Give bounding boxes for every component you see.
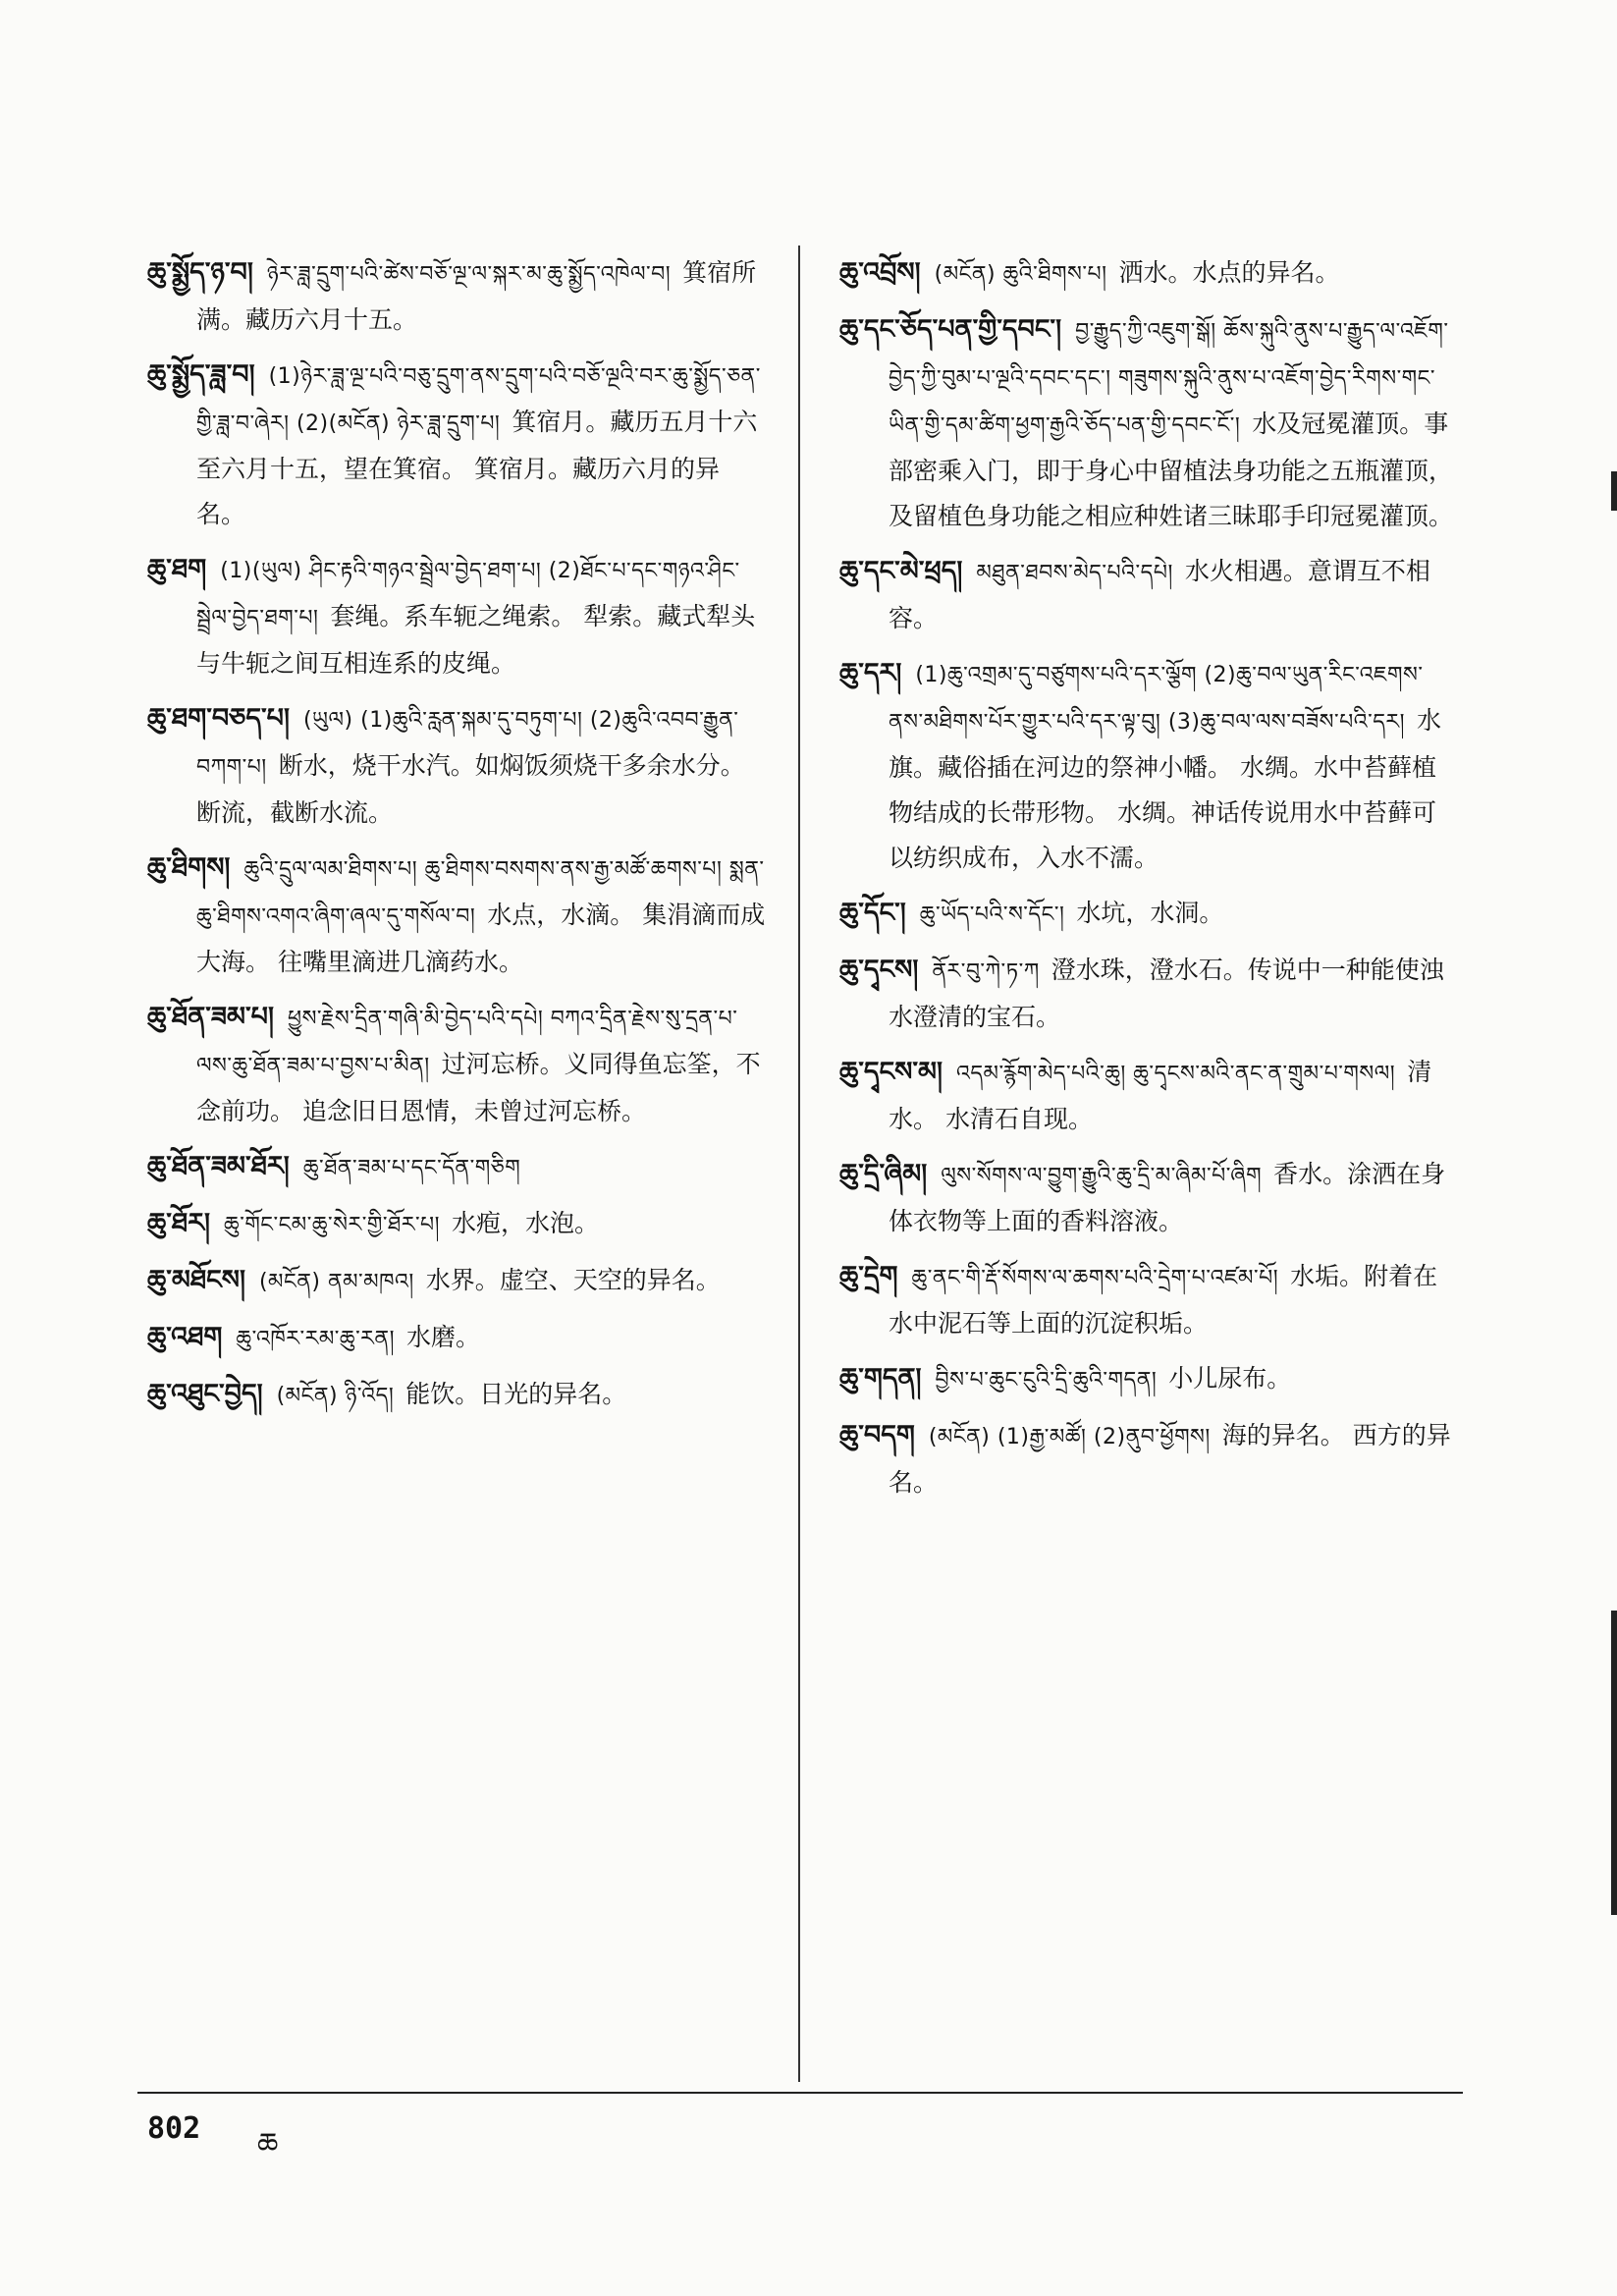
entry-definition: ནོར་བུ་ཀེ་ཏ་ཀ [932,959,1040,984]
entry-definition: ཆུའི་དྲུལ་ལམ་ཐིགས་པ། ཆུ་ཐིགས་བསགས་ནས་རྒྱ་མཚོ་ཆགས་པ། སྨན་ཆུ་ཐིགས་འགའ་ཞིག་ཞལ་དུ་གསོལ་བ། [196,857,765,929]
right-column [839,250,1458,1515]
dictionary-entry [147,846,766,985]
entry-gloss: 清水。 水清石自现。 [889,1058,1432,1133]
entry-gloss: 箕宿所满。藏历六月十五。 [196,258,757,334]
entry-definition: (མངོན) (1)རྒྱ་མཚོ། (2)ནུབ་ཕྱོགས། [928,1425,1211,1449]
entry-headword: ཆུ་དང་མེ་ཕྲད། [839,556,963,586]
scan-edge-mark [1611,471,1617,511]
entry-headword: ཆུ་འཐུང་བྱེད། [147,1379,263,1409]
dictionary-entry [147,696,766,836]
entry-gloss: 断水，烧干水汽。如焖饭须烧干多余水分。 断流，截断水流。 [196,751,745,827]
entry-headword: ཆུ་སྨྱོད་ཉ་བ། [147,257,253,288]
column-divider [798,246,800,2082]
dictionary-entry [839,651,1458,881]
entry-gloss: 套绳。系车轭之绳索。 犁索。藏式犁头与牛轭之间互相连系的皮绳。 [196,602,756,678]
entry-definition: ཆུ་ཡོད་པའི་ས་དོང་། [919,902,1065,927]
entry-headword: ཆུ་དྭངས་མ། [839,1057,943,1087]
entry-headword: ཆུ་སྨྱོད་ཟླ་བ། [147,359,255,390]
entry-gloss: 水疱，水泡。 [452,1209,600,1237]
entry-definition: བྱིས་པ་ཆུང་ངུའི་དྲི་ཆུའི་གདན། [935,1368,1158,1393]
entry-gloss: 水磨。 [405,1323,480,1351]
dictionary-entry [839,549,1458,641]
entry-definition: ཆུ་གོང་ངམ་ཆུ་སེར་གྱི་ཐོར་པ། [224,1213,441,1237]
entry-headword: ཆུ་གདན། [839,1363,922,1394]
dictionary-entry [839,1254,1458,1346]
entry-gloss: 水火相遇。意谓互不相容。 [889,557,1430,632]
entry-definition: མཐུན་ཐབས་མེད་པའི་དཔེ། [976,561,1173,585]
left-column [147,250,766,1429]
footer-rule [137,2092,1463,2094]
entry-headword: ཆུ་དང་ཅོད་པན་གྱི་དབང་། [839,314,1062,345]
entry-headword: ཆུ་ཐོན་ཟམ་པ། [147,1002,274,1032]
entry-gloss: 水点，水滴。 集涓滴而成大海。 往嘴里滴进几滴药水。 [196,901,766,976]
dictionary-entry [147,353,766,537]
entry-gloss: 澄水珠，澄水石。传说中一种能使浊水澄清的宝石。 [889,956,1444,1031]
entry-gloss: 水及冠冕灌顶。事部密乘入门，即于身心中留植法身功能之五瓶灌顶，及留植色身功能之相应种姓诸三昧耶手印冠冕灌顶。 [889,410,1454,530]
dictionary-entry [839,948,1458,1040]
entry-definition: (1)ཆུ་འགྲམ་དུ་བཙུགས་པའི་དར་ལྕོག (2)ཆུ་བལ་ཡུན་རིང་འཇགས་ནས་མཐིགས་པོར་གྱུར་པའི་དར་ལྟ་བུ། (3)ཆུ་བལ་ལས་བཟོས་པའི་དར། [889,663,1424,735]
entry-headword: ཆུ་ཐག་བཅད་པ། [147,703,290,734]
entry-definition: འདམ་རྙོག་མེད་པའི་ཆུ། ཆུ་དྭངས་མའི་ནང་ན་གྲུམ་པ་གསལ། [955,1062,1396,1086]
entry-headword: ཆུ་ཐོར། [147,1208,211,1238]
entry-gloss: 香水。涂洒在身体衣物等上面的香料溶液。 [889,1160,1446,1235]
dictionary-entry [839,1413,1458,1505]
entry-headword: ཆུ་ཐག [147,554,207,584]
entry-headword: ཆུ་དར། [839,658,902,688]
entry-headword: ཆུ་འབྲོས། [839,257,921,288]
entry-definition: (1)ཉེར་ཟླ་ལྔ་པའི་བཅུ་དྲུག་ནས་དྲུག་པའི་བཅོ་ལྔའི་བར་ཆུ་སྨྱོད་ཅན་གྱི་ཟླ་བ་ཞེར། (2)(མངོན) ཉེར་ཟླ་དྲུག་པ། [196,364,761,436]
entry-gloss: 过河忘桥。义同得鱼忘筌，不念前功。 追念旧日恩情，未曾过河忘桥。 [196,1050,761,1125]
entry-headword: ཆུ་དྲི་ཞིམ། [839,1159,928,1189]
entry-gloss: 水坑，水洞。 [1076,899,1224,927]
entry-gloss: 箕宿月。藏历五月十六至六月十五，望在箕宿。 箕宿月。藏历六月的异名。 [196,408,758,528]
dictionary-entry [839,1356,1458,1403]
page-number: 802 [147,2111,201,2146]
dictionary-entry [147,1315,766,1362]
entry-headword: ཆུ་ཐིགས། [147,852,231,883]
entry-definition: (1)(ཡུལ) ཤིང་རྟའི་གཉའ་སྦྲེལ་བྱེད་ཐག་པ། (2)ཐོང་པ་དང་གཉའ་ཤིང་སྦྲེལ་བྱེད་ཐག་པ། [196,559,740,630]
entry-definition: (མངོན) ནམ་མཁའ། [258,1270,414,1294]
entry-definition: ཕྱུས་རྗེས་དྲིན་གཞི་མི་བྱེད་པའི་དཔེ། བཀའ་དྲིན་རྗེས་སུ་དྲན་པ་ལས་ཆུ་ཐོན་ཟམ་པ་བྱས་པ་མིན། [196,1007,738,1078]
section-letter: ཆ [257,2127,279,2161]
entry-headword: ཆུ་བདག [839,1420,915,1450]
entry-headword: ཆུ་དྭངས། [839,955,919,985]
entry-headword: ཆུ་འཐག [147,1322,223,1352]
entry-definition: (མངོན) ཉི་འོད། [276,1384,395,1408]
entry-definition: ཆུ་ནང་གི་རྡོ་སོགས་ལ་ཆགས་པའི་དྲེག་པ་འཛམ་པོ། [911,1266,1279,1290]
entry-headword: ཆུ་དོང་། [839,898,906,928]
dictionary-entry [147,1258,766,1305]
entry-definition: ལུས་སོགས་ལ་བྱུག་རྒྱུའི་ཆུ་དྲི་མ་ཞིམ་པོ་ཞིག [941,1164,1263,1188]
entry-gloss: 水垢。附着在水中泥石等上面的沉淀积垢。 [889,1262,1438,1338]
entry-headword: ཆུ་ཐོན་ཟམ་ཐོར། [147,1151,290,1181]
dictionary-entry [147,1144,766,1191]
dictionary-entry [147,1201,766,1248]
dictionary-entry [839,250,1458,298]
entry-definition: ཉེར་ཟླ་དྲུག་པའི་ཚེས་བཅོ་ལྔ་ལ་སྐར་མ་ཆུ་སྨྱོད་འཁེལ་བ། [266,262,672,287]
entry-definition: ཆུ་འཁོར་རམ་ཆུ་རན། [236,1327,395,1351]
entry-gloss: 洒水。水点的异名。 [1118,258,1340,287]
entry-gloss: 能饮。日光的异名。 [405,1380,627,1408]
dictionary-entry [839,1152,1458,1244]
scan-edge-mark [1611,1611,1617,1915]
dictionary-entry [147,1372,766,1419]
entry-gloss: 水界。虚空、天空的异名。 [425,1266,721,1294]
entry-definition: (མངོན) ཆུའི་ཐིགས་པ། [934,262,1107,287]
entry-definition: ཆུ་ཐོན་ཟམ་པ་དང་དོན་གཅིག [302,1156,521,1180]
entry-definition: བྱ་རྒྱུད་ཀྱི་འཇུག་སྒོ། ཆོས་སྐུའི་ནུས་པ་རྒྱུད་ལ་འཇོག་བྱེད་ཀྱི་བུམ་པ་ལྔའི་དབང་དང་། གཟུགས་སྐུའི་ནུས་པ་འཇོག་བྱེད་རིགས་གང་ཡིན་གྱི་དམ་ཚིག་ཕྱག་རྒྱའི་ཅོད་པན་གྱི་དབང་ངོ་། [889,319,1449,438]
entry-gloss: 水旗。藏俗插在河边的祭神小幡。 水绸。水中苔藓植物结成的长带形物。 水绸。神话传说用水中苔藓可以纺织成布，入水不濡。 [889,706,1442,872]
dictionary-entry [839,1050,1458,1142]
entry-headword: ཆུ་དྲེག [839,1261,898,1291]
dictionary-entry [839,307,1458,539]
dictionary-entry [147,995,766,1134]
entry-gloss: 海的异名。 西方的异名。 [889,1421,1451,1497]
dictionary-entry [147,547,766,686]
dictionary-entry [147,250,766,343]
entry-gloss: 小儿尿布。 [1168,1364,1292,1393]
entry-headword: ཆུ་མཐོངས། [147,1265,245,1295]
dictionary-entry [839,891,1458,938]
entry-definition: (ཡུལ) (1)ཆུའི་རླན་སྐམ་དུ་བཏུག་པ། (2)ཆུའི་འབབ་རྒྱུན་བཀག་པ། [196,708,739,780]
